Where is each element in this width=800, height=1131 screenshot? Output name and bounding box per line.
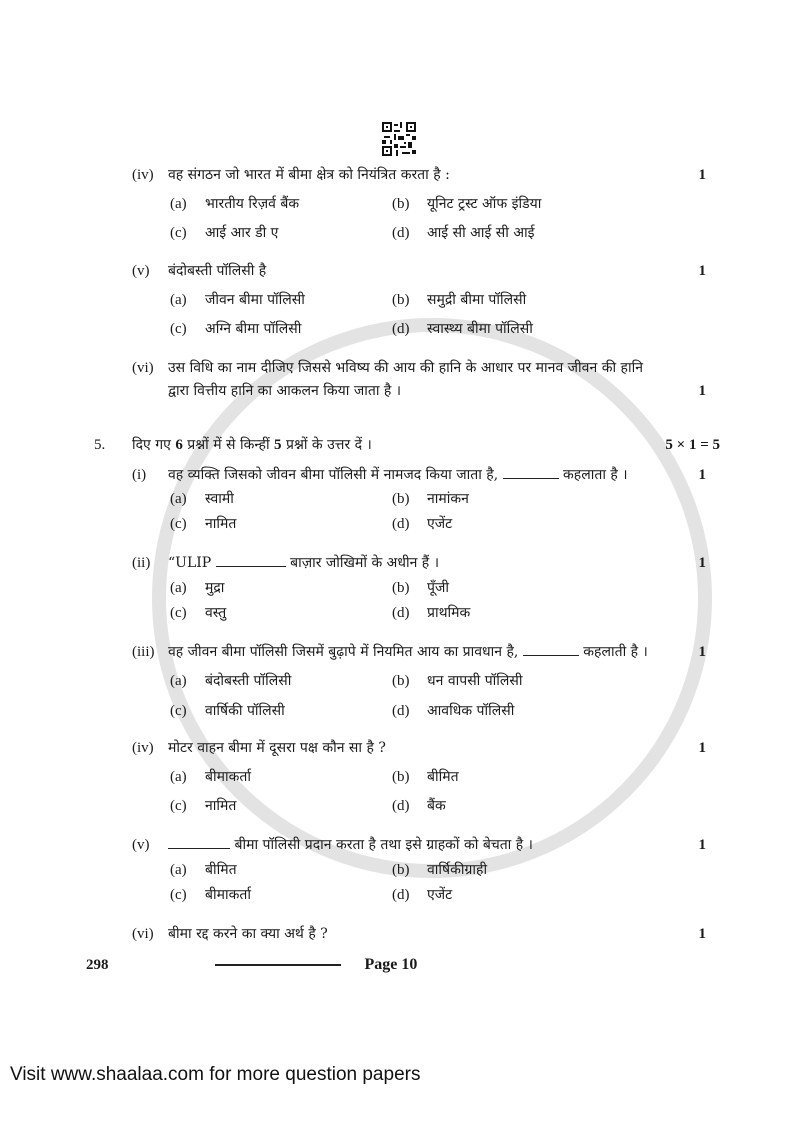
option [392, 768, 720, 786]
option [170, 291, 392, 309]
question-row [132, 739, 720, 757]
options-grid [170, 579, 720, 622]
q5-header [94, 436, 720, 454]
question-text [168, 262, 699, 280]
options-grid [170, 490, 720, 533]
question-text-continued: द्वारा वित्तीय हानि का आकलन किया जाता है । [168, 383, 402, 399]
footer-divider [215, 964, 341, 966]
options-grid [170, 672, 720, 720]
option [170, 604, 392, 622]
question-marks: 1 [698, 263, 706, 279]
question-text [168, 836, 699, 854]
option-label: (c) [170, 516, 187, 532]
option-label: (d) [392, 887, 410, 903]
option [170, 515, 392, 533]
question-marks: 1 [698, 837, 706, 853]
question-text-end: कहलाता है । [558, 467, 628, 483]
question-text-end: कहलाती है । [578, 644, 648, 660]
question-number: (vi) [132, 360, 154, 376]
question-marks: 1 [698, 167, 706, 183]
question-text-start: “ULIP [168, 555, 216, 571]
section-marks: 5 × 1 = 5 [665, 437, 720, 453]
question-text [168, 925, 699, 943]
option-label: (a) [170, 862, 187, 878]
option [392, 291, 720, 309]
option-label: (c) [170, 225, 187, 241]
page-number: Page 10 [364, 956, 418, 973]
option-label: (a) [170, 491, 187, 507]
option [392, 224, 720, 242]
option-text: प्राथमिक [427, 605, 471, 621]
q5-instruction [132, 436, 665, 454]
option-label: (d) [392, 225, 410, 241]
question-number: (iii) [132, 644, 155, 660]
option [392, 861, 720, 879]
answer-blank [523, 643, 579, 656]
option-label: (b) [392, 196, 410, 212]
question-row [132, 262, 720, 280]
option-text: पूँजी [427, 580, 449, 596]
question-marks: 1 [698, 740, 706, 756]
option-label: (b) [392, 580, 410, 596]
option-label: (c) [170, 321, 187, 337]
question-marks: 1 [698, 644, 706, 660]
question-text-line: बंदोबस्ती पॉलिसी है [168, 263, 267, 279]
answer-blank [168, 836, 230, 849]
option-label: (d) [392, 798, 410, 814]
option-text: वस्तु [205, 605, 227, 621]
option-text: आई सी आई सी आई [427, 225, 535, 241]
option-text: धन वापसी पॉलिसी [427, 673, 523, 689]
option-text: बैंक [427, 798, 446, 814]
question-text [168, 739, 699, 757]
question-row [132, 466, 720, 484]
option [392, 604, 720, 622]
option [392, 515, 720, 533]
instruction-part: प्रश्नों में से किन्हीं [182, 437, 275, 453]
question-row [132, 836, 720, 854]
option-label: (d) [392, 516, 410, 532]
option-text: वार्षिकी पॉलिसी [205, 703, 285, 719]
instruction-part: 6 [175, 437, 183, 453]
question-number: 5. [94, 437, 106, 453]
option [170, 861, 392, 879]
option [392, 490, 720, 508]
question-text [168, 359, 699, 400]
question-row [132, 643, 720, 661]
option-text: स्वामी [205, 491, 234, 507]
footer-visit-text: Visit www.shaalaa.com for more question papers [10, 1064, 421, 1085]
option-text: एजेंट [427, 516, 453, 532]
answer-blank [503, 466, 559, 479]
question-marks: 1 [698, 467, 706, 483]
question-text [168, 166, 699, 184]
option-label: (b) [392, 769, 410, 785]
question-number: (ii) [132, 555, 151, 571]
option [170, 195, 392, 213]
option-text: भारतीय रिज़र्व बैंक [205, 196, 300, 212]
answer-blank [216, 554, 286, 567]
question-number: (v) [132, 837, 150, 853]
option-label: (a) [170, 769, 187, 785]
option [392, 320, 720, 338]
option-text: आई आर डी ए [205, 225, 279, 241]
question-text-end: बाज़ार जोखिमों के अधीन हैं । [285, 555, 440, 571]
question-text-line: उस विधि का नाम दीजिए जिससे भविष्य की आय की हानि के आधार पर मानव जीवन की हानि [168, 360, 643, 376]
question-text-start: मोटर वाहन बीमा में दूसरा पक्ष कौन सा है ? [168, 740, 386, 756]
option [170, 579, 392, 597]
option-text: मुद्रा [205, 580, 225, 596]
option-label: (c) [170, 798, 187, 814]
option-text: नामित [205, 798, 237, 814]
options-grid [170, 861, 720, 904]
option-label: (c) [170, 605, 187, 621]
option-text: बीमित [427, 769, 459, 785]
option-label: (a) [170, 580, 187, 596]
option-label: (b) [392, 862, 410, 878]
question-number: (iv) [132, 167, 154, 183]
option-label: (b) [392, 292, 410, 308]
question-text-start: बीमा रद्द करने का क्या अर्थ है ? [168, 926, 328, 942]
option [392, 195, 720, 213]
option [392, 797, 720, 815]
question-text-start: वह जीवन बीमा पॉलिसी जिसमें बुढ़ापे में नियमित आय का प्रावधान है, [168, 644, 523, 660]
option [170, 886, 392, 904]
option [170, 768, 392, 786]
question-row [132, 359, 720, 400]
question-content [94, 166, 720, 943]
option-label: (a) [170, 673, 187, 689]
options-grid [170, 768, 720, 815]
instruction-part: दिए गए [132, 437, 176, 453]
option-label: (d) [392, 605, 410, 621]
option [170, 797, 392, 815]
option-text: अग्नि बीमा पॉलिसी [205, 321, 302, 337]
question-number: (iv) [132, 740, 154, 756]
paper-code: 298 [86, 956, 109, 973]
question-row [132, 925, 720, 943]
instruction-part: प्रश्नों के उत्तर दें । [281, 437, 372, 453]
option-label: (b) [392, 491, 410, 507]
question-row [132, 554, 720, 572]
option [392, 702, 720, 720]
option [392, 672, 720, 690]
option-text: समुद्री बीमा पॉलिसी [427, 292, 527, 308]
question-text [168, 643, 699, 661]
option [170, 224, 392, 242]
option-text: बीमित [205, 862, 237, 878]
option-label: (d) [392, 703, 410, 719]
qr-code-icon [382, 122, 416, 156]
question-marks: 1 [698, 926, 706, 942]
option [392, 579, 720, 597]
option [170, 490, 392, 508]
option-label: (d) [392, 321, 410, 337]
option [170, 320, 392, 338]
options-grid [170, 291, 720, 338]
option-label: (c) [170, 887, 187, 903]
option-text: यूनिट ट्रस्ट ऑफ इंडिया [427, 196, 542, 212]
question-marks: 1 [698, 555, 706, 571]
question-text-end: बीमा पॉलिसी प्रदान करता है तथा इसे ग्राहकों को बेचता है । [230, 837, 533, 853]
option-label: (a) [170, 196, 187, 212]
question-text-start: वह व्यक्ति जिसको जीवन बीमा पॉलिसी में नामजद किया जाता है, [168, 467, 503, 483]
option-text: जीवन बीमा पॉलिसी [205, 292, 305, 308]
option-text: आवधिक पॉलिसी [427, 703, 515, 719]
page-footer [86, 956, 417, 974]
option [170, 672, 392, 690]
question-number: (v) [132, 263, 150, 279]
option-text: नामित [205, 516, 237, 532]
question-row [132, 166, 720, 184]
option-label: (b) [392, 673, 410, 689]
option-text: स्वास्थ्य बीमा पॉलिसी [427, 321, 533, 337]
option-label: (a) [170, 292, 187, 308]
instruction-part: 5 [274, 437, 282, 453]
question-text-line: वह संगठन जो भारत में बीमा क्षेत्र को नियंत्रित करता है : [168, 167, 450, 183]
option-text: बीमाकर्ता [205, 887, 251, 903]
option-text: बंदोबस्ती पॉलिसी [205, 673, 292, 689]
option-label: (c) [170, 703, 187, 719]
question-marks: 1 [698, 383, 706, 399]
question-number: (i) [132, 467, 147, 483]
options-grid [170, 195, 720, 242]
option-text: एजेंट [427, 887, 453, 903]
option [170, 702, 392, 720]
question-text [168, 466, 699, 484]
option-text: नामांकन [427, 491, 469, 507]
option-text: बीमाकर्ता [205, 769, 251, 785]
question-text [168, 554, 699, 572]
question-number: (vi) [132, 926, 154, 942]
option [392, 886, 720, 904]
option-text: वार्षिकीग्राही [427, 862, 488, 878]
